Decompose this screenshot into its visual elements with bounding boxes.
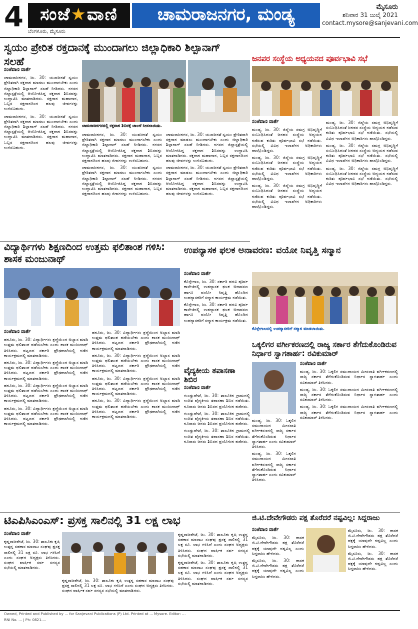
page-number: 4 xyxy=(4,0,24,33)
article-text: ಹನೂರು, ಜು. 30: ವಿದ್ಯಾರ್ಥಿಗಳು ಶ್ರದ್ಧೆಯಿಂದ ಅಭ್ಯಾಸ ಮಾಡಿ ಉತ್ತಮ ಫಲಿತಾಂಶ ಪಡೆಯಬೇಕು ಎಂದು ಶಾಸಕ ಮಂಜುನಾಥ್ ತಿಳಿಸಿದರು. ಪಟ್ಟಣದ ಸರ್ಕಾರಿ ಪ್ರೌಢಶಾಲೆಯಲ್ಲಿ ನಡೆದ ಕಾರ್ಯಕ್ರಮದಲ್ಲಿ ಮಾತನಾಡಿದರು. xyxy=(92,375,180,397)
article-gt-devegowda-col1 xyxy=(252,528,304,608)
article-text: ಚಾಮರಾಜನಗರ, ಜು. 30: ಯುವಜನತೆ ಸ್ವಯಂ ಪ್ರೇರಿತರಾಗಿ ರಕ್ತದಾನ ಮಾಡಲು ಮುಂದಾಗಬೇಕು ಎಂದು ಜಿಲ್ಲಾಧಿಕಾರಿ ಶಿಲ್ಪಾನಾಗ್ ಸಲಹೆ ನೀಡಿದರು. ನಗರದ ಜಿಲ್ಲಾಸ್ಪತ್ರೆಯಲ್ಲಿ ಆಯೋಜಿಸಿದ್ದ ರಕ್ತದಾನ ಶಿಬಿರವನ್ನು ಉದ್ಘಾಟಿಸಿ ಮಾತನಾಡಿದರು. ರಕ್ತದಾನ ಮಹಾದಾನ, ಒಬ್ಬರ ರಕ್ತದಾನದಿಂದ ಹಲವು ಜೀವಗಳನ್ನು ಉಳಿಸಬಹುದು. xyxy=(166,165,248,197)
article-students-col1 xyxy=(4,330,88,510)
article-text: ಮೈಸೂರು, ಜು. 30: ಶಾಸಕ ಜಿ.ಟಿ.ದೇವೇಗೌಡರು ಪಕ್ಷ ತೊರೆದರೆ ಪಕ್ಷಕ್ಕೆ ಯಾವುದೇ ನಷ್ಟವಿಲ್ಲ ಎಂದು ಸಿದ್ದರಾಜು ಹೇಳಿದರು. xyxy=(252,535,304,556)
edition-cities: ಬೆಂಗಳೂರು, ಮೈಸೂರು xyxy=(28,29,66,35)
contact-email: contact.mysore@sanjevani.com xyxy=(322,20,418,27)
article-text: ಮಂಡ್ಯ, ಜು. 30: ಒಕ್ಕಲಿಗ ಸಮುದಾಯದ ಮೀಸಲಾತಿ ವರ್ಗೀಕರಣದಲ್ಲಿ ರಾಜ್ಯ ಸರ್ಕಾರ ತೆಗೆದುಕೊಂಡಿರುವ ನಿರ್ಧಾರ ಸ್ವಾಗತಾರ್ಹ ಎಂದು ರವಿಕುಮಾರ್ ತಿಳಿಸಿದರು. xyxy=(300,404,398,420)
article-text: ಮಂಡ್ಯ, ಜು. 30: ಜಿಲ್ಲೆಯ ಸಮಗ್ರ ಅಭಿವೃದ್ಧಿಗೆ ಸಂಬಂಧಿಸಿದಂತೆ ಜನಪರ ಸಂಸ್ಥೆಯ ಅಧ್ಯಯನ ನಡೆಸುವ ಕುರಿತು ಪೂರ್ವಭಾವಿ ಸಭೆ ನಡೆಯಿತು. ಸಭೆಯಲ್ಲಿ ವಿವಿಧ ಇಲಾಖೆಗಳ ಅಧಿಕಾರಿಗಳು ಪಾಲ್ಗೊಂಡಿದ್ದರು. xyxy=(326,120,398,141)
article-public-study-col2 xyxy=(326,120,398,240)
headline-tapcms: ಟಿಎಪಿಸಿಎಂಎಸ್: ಪ್ರಸಕ್ತ ಸಾಲಿನಲ್ಲಿ 31 ಲಕ್ಷ ಲಾಭ xyxy=(4,514,181,527)
article-vokkaliga-col2 xyxy=(252,418,296,510)
photo-public-study xyxy=(252,66,398,116)
star-icon: ★ xyxy=(70,5,87,25)
caption-lecturer-felicitation: ಕೊಳ್ಳೇಗಾಲದಲ್ಲಿ ಉಪನ್ಯಾಸಕರಿಗೆ ಸನ್ಮಾನ ಮಾಡಲಾಯಿತು. xyxy=(252,326,325,331)
footer-imprint: Owned, Printed and Published by ... for Sanjevani Publications (P) Ltd. Printed at ... Mysore. Editor: ... xyxy=(4,612,186,616)
headline-students: ವಿದ್ಯಾರ್ಥಿಗಳು ಶಿಕ್ಷಣದಿಂದ ಉತ್ತಮ ಫಲಿತಾಂಶ ಗಳಿಸಿ: ಶಾಸಕ ಮಂಜುನಾಥ್ xyxy=(4,242,165,265)
article-blood-donation-col3 xyxy=(166,132,248,236)
article-text: ಚಾಮರಾಜನಗರ, ಜು. 30: ಯುವಜನತೆ ಸ್ವಯಂ ಪ್ರೇರಿತರಾಗಿ ರಕ್ತದಾನ ಮಾಡಲು ಮುಂದಾಗಬೇಕು ಎಂದು ಜಿಲ್ಲಾಧಿಕಾರಿ ಶಿಲ್ಪಾನಾಗ್ ಸಲಹೆ ನೀಡಿದರು. ನಗರದ ಜಿಲ್ಲಾಸ್ಪತ್ರೆಯಲ್ಲಿ ಆಯೋಜಿಸಿದ್ದ ರಕ್ತದಾನ ಶಿಬಿರವನ್ನು ಉದ್ಘಾಟಿಸಿ ಮಾತನಾಡಿದರು. ರಕ್ತದಾನ ಮಹಾದಾನ, ಒಬ್ಬರ ರಕ್ತದಾನದಿಂದ ಹಲವು ಜೀವಗಳನ್ನು ಉಳಿಸಬಹುದು. xyxy=(4,75,78,112)
article-text: ಹನೂರು, ಜು. 30: ವಿದ್ಯಾರ್ಥಿಗಳು ಶ್ರದ್ಧೆಯಿಂದ ಅಭ್ಯಾಸ ಮಾಡಿ ಉತ್ತಮ ಫಲಿತಾಂಶ ಪಡೆಯಬೇಕು ಎಂದು ಶಾಸಕ ಮಂಜುನಾಥ್ ತಿಳಿಸಿದರು. ಪಟ್ಟಣದ ಸರ್ಕಾರಿ ಪ್ರೌಢಶಾಲೆಯಲ್ಲಿ ನಡೆದ ಕಾರ್ಯಕ್ರಮದಲ್ಲಿ ಮಾತನಾಡಿದರು. xyxy=(4,382,88,404)
article-tapcms-col2 xyxy=(62,578,174,608)
article-text: ಚಾಮರಾಜನಗರ, ಜು. 30: ಯುವಜನತೆ ಸ್ವಯಂ ಪ್ರೇರಿತರಾಗಿ ರಕ್ತದಾನ ಮಾಡಲು ಮುಂದಾಗಬೇಕು ಎಂದು ಜಿಲ್ಲಾಧಿಕಾರಿ ಶಿಲ್ಪಾನಾಗ್ ಸಲಹೆ ನೀಡಿದರು. ನಗರದ ಜಿಲ್ಲಾಸ್ಪತ್ರೆಯಲ್ಲಿ ಆಯೋಜಿಸಿದ್ದ ರಕ್ತದಾನ ಶಿಬಿರವನ್ನು ಉದ್ಘಾಟಿಸಿ ಮಾತನಾಡಿದರು. ರಕ್ತದಾನ ಮಹಾದಾನ, ಒಬ್ಬರ ರಕ್ತದಾನದಿಂದ ಹಲವು ಜೀವಗಳನ್ನು ಉಳಿಸಬಹುದು. xyxy=(82,165,162,197)
dateline: ಸಂಜೆವಾಣಿ ವಾರ್ತೆ xyxy=(184,386,211,391)
article-text: ಕೃಷ್ಣರಾಜಪೇಟೆ, ಜು. 30: ತಾಲೂಕು ಕೃಷಿ ಉತ್ಪನ್ನ ಸಹಕಾರ ಮಾರಾಟ ಸಂಘವು ಪ್ರಸಕ್ತ ಸಾಲಿನಲ್ಲಿ 31 ಲಕ್ಷ ರೂ. ಲಾಭ ಗಳಿಸಿದೆ ಎಂದು ಸಂಘದ ಅಧ್ಯಕ್ಷರು ತಿಳಿಸಿದರು. ಸಂಘದ ವಾರ್ಷಿಕ ಸರ್ವ ಸದಸ್ಯರ ಸಭೆಯಲ್ಲಿ ಮಾತನಾಡಿದರು. xyxy=(178,532,248,558)
article-text: ಗುಂಡ್ಲುಪೇಟೆ, ಜು. 30: ತಾಲೂಕಿನ ಗ್ರಾಮದಲ್ಲಿ ಉಚಿತ ವೈದ್ಯಕೀಯ ತಪಾಸಣಾ ಶಿಬಿರ ನಡೆಯಿತು. ನೂರಾರು ಜನರು ಶಿಬಿರದ ಪ್ರಯೋಜನ ಪಡೆದರು. xyxy=(184,393,250,409)
photo-tapcms xyxy=(62,532,174,574)
article-text: ಕೃಷ್ಣರಾಜಪೇಟೆ, ಜು. 30: ತಾಲೂಕು ಕೃಷಿ ಉತ್ಪನ್ನ ಸಹಕಾರ ಮಾರಾಟ ಸಂಘವು ಪ್ರಸಕ್ತ ಸಾಲಿನಲ್ಲಿ 31 ಲಕ್ಷ ರೂ. ಲಾಭ ಗಳಿಸಿದೆ ಎಂದು ಸಂಘದ ಅಧ್ಯಕ್ಷರು ತಿಳಿಸಿದರು. ಸಂಘದ ವಾರ್ಷಿಕ ಸರ್ವ ಸದಸ್ಯರ ಸಭೆಯಲ್ಲಿ ಮಾತನಾಡಿದರು. xyxy=(4,539,60,571)
article-text: ಚಾಮರಾಜನಗರ, ಜು. 30: ಯುವಜನತೆ ಸ್ವಯಂ ಪ್ರೇರಿತರಾಗಿ ರಕ್ತದಾನ ಮಾಡಲು ಮುಂದಾಗಬೇಕು ಎಂದು ಜಿಲ್ಲಾಧಿಕಾರಿ ಶಿಲ್ಪಾನಾಗ್ ಸಲಹೆ ನೀಡಿದರು. ನಗರದ ಜಿಲ್ಲಾಸ್ಪತ್ರೆಯಲ್ಲಿ ಆಯೋಜಿಸಿದ್ದ ರಕ್ತದಾನ ಶಿಬಿರವನ್ನು ಉದ್ಘಾಟಿಸಿ ಮಾತನಾಡಿದರು. ರಕ್ತದಾನ ಮಹಾದಾನ, ಒಬ್ಬರ ರಕ್ತದಾನದಿಂದ ಹಲವು ಜೀವಗಳನ್ನು ಉಳಿಸಬಹುದು. xyxy=(166,132,248,164)
article-blood-donation-col1 xyxy=(4,68,78,238)
article-vokkaliga-col1 xyxy=(300,362,398,510)
article-text: ಗುಂಡ್ಲುಪೇಟೆ, ಜು. 30: ತಾಲೂಕಿನ ಗ್ರಾಮದಲ್ಲಿ ಉಚಿತ ವೈದ್ಯಕೀಯ ತಪಾಸಣಾ ಶಿಬಿರ ನಡೆಯಿತು. ನೂರಾರು ಜನರು ಶಿಬಿರದ ಪ್ರಯೋಜನ ಪಡೆದರು. xyxy=(184,428,250,444)
headline-vokkaliga: ಒಕ್ಕಲಿಗರ ವರ್ಗೀಕರಣದಲ್ಲಿ ರಾಜ್ಯ ಸರ್ಕಾರ ತೆಗೆದುಕೊಂಡಿರುವ ನಿರ್ಧಾರ ಸ್ವಾಗತಾರ್ಹ: ರವಿಕುಮಾರ್ xyxy=(252,340,397,358)
article-tapcms-col1 xyxy=(4,532,60,608)
photo-siddaraju xyxy=(306,528,346,572)
article-text: ಮಂಡ್ಯ, ಜು. 30: ಜಿಲ್ಲೆಯ ಸಮಗ್ರ ಅಭಿವೃದ್ಧಿಗೆ ಸಂಬಂಧಿಸಿದಂತೆ ಜನಪರ ಸಂಸ್ಥೆಯ ಅಧ್ಯಯನ ನಡೆಸುವ ಕುರಿತು ಪೂರ್ವಭಾವಿ ಸಭೆ ನಡೆಯಿತು. ಸಭೆಯಲ್ಲಿ ವಿವಿಧ ಇಲಾಖೆಗಳ ಅಧಿಕಾರಿಗಳು ಪಾಲ್ಗೊಂಡಿದ್ದರು. xyxy=(326,142,398,164)
footer-registration: RNI No. ... | Ph: 0821-... xyxy=(4,618,47,622)
article-text: ಮೈಸೂರು, ಜು. 30: ಶಾಸಕ ಜಿ.ಟಿ.ದೇವೇಗೌಡರು ಪಕ್ಷ ತೊರೆದರೆ ಪಕ್ಷಕ್ಕೆ ಯಾವುದೇ ನಷ್ಟವಿಲ್ಲ ಎಂದು ಸಿದ್ದರಾಜು ಹೇಳಿದರು. xyxy=(348,550,398,572)
dateline: ಸಂಜೆವಾಣಿ ವಾರ್ತೆ xyxy=(300,362,327,367)
article-text: ಮಂಡ್ಯ, ಜು. 30: ಜಿಲ್ಲೆಯ ಸಮಗ್ರ ಅಭಿವೃದ್ಧಿಗೆ ಸಂಬಂಧಿಸಿದಂತೆ ಜನಪರ ಸಂಸ್ಥೆಯ ಅಧ್ಯಯನ ನಡೆಸುವ ಕುರಿತು ಪೂರ್ವಭಾವಿ ಸಭೆ ನಡೆಯಿತು. ಸಭೆಯಲ್ಲಿ ವಿವಿಧ ಇಲಾಖೆಗಳ ಅಧಿಕಾರಿಗಳು ಪಾಲ್ಗೊಂಡಿದ್ದರು. xyxy=(252,183,322,210)
caption-blood-donation: ಚಾಮರಾಜನಗರದಲ್ಲಿ ರಕ್ತದಾನ ಶಿಬಿರಕ್ಕೆ ಚಾಲನೆ ನೀಡಲಾಯಿತು. xyxy=(82,123,162,128)
article-text: ಮಂಡ್ಯ, ಜು. 30: ಜಿಲ್ಲೆಯ ಸಮಗ್ರ ಅಭಿವೃದ್ಧಿಗೆ ಸಂಬಂಧಿಸಿದಂತೆ ಜನಪರ ಸಂಸ್ಥೆಯ ಅಧ್ಯಯನ ನಡೆಸುವ ಕುರಿತು ಪೂರ್ವಭಾವಿ ಸಭೆ ನಡೆಯಿತು. ಸಭೆಯಲ್ಲಿ ವಿವಿಧ ಇಲಾಖೆಗಳ ಅಧಿಕಾರಿಗಳು ಪಾಲ್ಗೊಂಡಿದ್ದರು. xyxy=(326,165,398,187)
article-text: ಹನೂರು, ಜು. 30: ವಿದ್ಯಾರ್ಥಿಗಳು ಶ್ರದ್ಧೆಯಿಂದ ಅಭ್ಯಾಸ ಮಾಡಿ ಉತ್ತಮ ಫಲಿತಾಂಶ ಪಡೆಯಬೇಕು ಎಂದು ಶಾಸಕ ಮಂಜುನಾಥ್ ತಿಳಿಸಿದರು. ಪಟ್ಟಣದ ಸರ್ಕಾರಿ ಪ್ರೌಢಶಾಲೆಯಲ್ಲಿ ನಡೆದ ಕಾರ್ಯಕ್ರಮದಲ್ಲಿ ಮಾತನಾಡಿದರು. xyxy=(92,398,180,420)
article-text: ಹನೂರು, ಜು. 30: ವಿದ್ಯಾರ್ಥಿಗಳು ಶ್ರದ್ಧೆಯಿಂದ ಅಭ್ಯಾಸ ಮಾಡಿ ಉತ್ತಮ ಫಲಿತಾಂಶ ಪಡೆಯಬೇಕು ಎಂದು ಶಾಸಕ ಮಂಜುನಾಥ್ ತಿಳಿಸಿದರು. ಪಟ್ಟಣದ ಸರ್ಕಾರಿ ಪ್ರೌಢಶಾಲೆಯಲ್ಲಿ ನಡೆದ ಕಾರ್ಯಕ್ರಮದಲ್ಲಿ ಮಾತನಾಡಿದರು. xyxy=(92,352,180,374)
article-text: ಹನೂರು, ಜು. 30: ವಿದ್ಯಾರ್ಥಿಗಳು ಶ್ರದ್ಧೆಯಿಂದ ಅಭ್ಯಾಸ ಮಾಡಿ ಉತ್ತಮ ಫಲಿತಾಂಶ ಪಡೆಯಬೇಕು ಎಂದು ಶಾಸಕ ಮಂಜುನಾಥ್ ತಿಳಿಸಿದರು. ಪಟ್ಟಣದ ಸರ್ಕಾರಿ ಪ್ರೌಢಶಾಲೆಯಲ್ಲಿ ನಡೆದ ಕಾರ್ಯಕ್ರಮದಲ್ಲಿ ಮಾತನಾಡಿದರು. xyxy=(4,405,88,427)
article-text: ಮೈಸೂರು, ಜು. 30: ಶಾಸಕ ಜಿ.ಟಿ.ದೇವೇಗೌಡರು ಪಕ್ಷ ತೊರೆದರೆ ಪಕ್ಷಕ್ಕೆ ಯಾವುದೇ ನಷ್ಟವಿಲ್ಲ ಎಂದು ಸಿದ್ದರಾಜು ಹೇಳಿದರು. xyxy=(348,528,398,549)
photo-lecturer-felicitation xyxy=(252,272,398,324)
article-medical-camp xyxy=(184,386,250,510)
headline-gt-devegowda: ಜಿ.ಟಿ.ದೇವೇಗೌಡರು ಪಕ್ಷ ತೊರೆದರೆ ನಷ್ಟವಿಲ್ಲ: ಸಿದ್ದರಾಜು xyxy=(252,514,380,522)
date-box xyxy=(322,3,418,28)
article-text: ಮಂಡ್ಯ, ಜು. 30: ಒಕ್ಕಲಿಗ ಸಮುದಾಯದ ಮೀಸಲಾತಿ ವರ್ಗೀಕರಣದಲ್ಲಿ ರಾಜ್ಯ ಸರ್ಕಾರ ತೆಗೆದುಕೊಂಡಿರುವ ನಿರ್ಧಾರ ಸ್ವಾಗತಾರ್ಹ ಎಂದು ರವಿಕುಮಾರ್ ತಿಳಿಸಿದರು. xyxy=(300,369,398,385)
article-text: ಮಂಡ್ಯ, ಜು. 30: ಜಿಲ್ಲೆಯ ಸಮಗ್ರ ಅಭಿವೃದ್ಧಿಗೆ ಸಂಬಂಧಿಸಿದಂತೆ ಜನಪರ ಸಂಸ್ಥೆಯ ಅಧ್ಯಯನ ನಡೆಸುವ ಕುರಿತು ಪೂರ್ವಭಾವಿ ಸಭೆ ನಡೆಯಿತು. ಸಭೆಯಲ್ಲಿ ವಿವಿಧ ಇಲಾಖೆಗಳ ಅಧಿಕಾರಿಗಳು ಪಾಲ್ಗೊಂಡಿದ್ದರು. xyxy=(252,127,322,154)
dateline: ಸಂಜೆವಾಣಿ ವಾರ್ತೆ xyxy=(4,532,31,537)
dateline: ಸಂಜೆವಾಣಿ ವಾರ್ತೆ xyxy=(4,68,31,73)
dateline: ಸಂಜೆವಾಣಿ ವಾರ್ತೆ xyxy=(252,528,279,533)
photo-blood-donation xyxy=(82,60,186,122)
article-text: ಮಂಡ್ಯ, ಜು. 30: ಜಿಲ್ಲೆಯ ಸಮಗ್ರ ಅಭಿವೃದ್ಧಿಗೆ ಸಂಬಂಧಿಸಿದಂತೆ ಜನಪರ ಸಂಸ್ಥೆಯ ಅಧ್ಯಯನ ನಡೆಸುವ ಕುರಿತು ಪೂರ್ವಭಾವಿ ಸಭೆ ನಡೆಯಿತು. ಸಭೆಯಲ್ಲಿ ವಿವಿಧ ಇಲಾಖೆಗಳ ಅಧಿಕಾರಿಗಳು ಪಾಲ್ಗೊಂಡಿದ್ದರು. xyxy=(252,155,322,182)
article-text: ಮಂಡ್ಯ, ಜು. 30: ಒಕ್ಕಲಿಗ ಸಮುದಾಯದ ಮೀಸಲಾತಿ ವರ್ಗೀಕರಣದಲ್ಲಿ ರಾಜ್ಯ ಸರ್ಕಾರ ತೆಗೆದುಕೊಂಡಿರುವ ನಿರ್ಧಾರ ಸ್ವಾಗತಾರ್ಹ ಎಂದು ರವಿಕುಮಾರ್ ತಿಳಿಸಿದರು. xyxy=(252,418,296,450)
article-text: ಮಂಡ್ಯ, ಜು. 30: ಒಕ್ಕಲಿಗ ಸಮುದಾಯದ ಮೀಸಲಾತಿ ವರ್ಗೀಕರಣದಲ್ಲಿ ರಾಜ್ಯ ಸರ್ಕಾರ ತೆಗೆದುಕೊಂಡಿರುವ ನಿರ್ಧಾರ ಸ್ವಾಗತಾರ್ಹ ಎಂದು ರವಿಕುಮಾರ್ ತಿಳಿಸಿದರು. xyxy=(252,451,296,483)
article-text: ಹನೂರು, ಜು. 30: ವಿದ್ಯಾರ್ಥಿಗಳು ಶ್ರದ್ಧೆಯಿಂದ ಅಭ್ಯಾಸ ಮಾಡಿ ಉತ್ತಮ ಫಲಿತಾಂಶ ಪಡೆಯಬೇಕು ಎಂದು ಶಾಸಕ ಮಂಜುನಾಥ್ ತಿಳಿಸಿದರು. ಪಟ್ಟಣದ ಸರ್ಕಾರಿ ಪ್ರೌಢಶಾಲೆಯಲ್ಲಿ ನಡೆದ ಕಾರ್ಯಕ್ರಮದಲ್ಲಿ ಮಾತನಾಡಿದರು. xyxy=(4,360,88,381)
issue-date: ಶನಿವಾರ 31 ಜುಲೈ 2021 xyxy=(342,12,398,19)
edition-title: ಚಾಮರಾಜನಗರ, ಮಂಡ್ಯ xyxy=(132,3,320,28)
article-tapcms-col3 xyxy=(178,532,248,608)
article-text: ಕೊಳ್ಳೇಗಾಲ, ಜು. 30: ಸರ್ಕಾರಿ ಪದವಿ ಪೂರ್ವ ಕಾಲೇಜಿನಲ್ಲಿ ಉಪನ್ಯಾಸಕ ಫಲಕ ಅನಾವರಣ ಹಾಗೂ ವಯೋ ನಿವೃತ್ತಿ ಹೊಂದಿದ ಉಪನ್ಯಾಸಕರಿಗೆ ಸನ್ಮಾನ ಕಾರ್ಯಕ್ರಮ ನಡೆಯಿತು. xyxy=(184,279,248,300)
article-text: ಚಾಮರಾಜನಗರ, ಜು. 30: ಯುವಜನತೆ ಸ್ವಯಂ ಪ್ರೇರಿತರಾಗಿ ರಕ್ತದಾನ ಮಾಡಲು ಮುಂದಾಗಬೇಕು ಎಂದು ಜಿಲ್ಲಾಧಿಕಾರಿ ಶಿಲ್ಪಾನಾಗ್ ಸಲಹೆ ನೀಡಿದರು. ನಗರದ ಜಿಲ್ಲಾಸ್ಪತ್ರೆಯಲ್ಲಿ ಆಯೋಜಿಸಿದ್ದ ರಕ್ತದಾನ ಶಿಬಿರವನ್ನು ಉದ್ಘಾಟಿಸಿ ಮಾತನಾಡಿದರು. ರಕ್ತದಾನ ಮಹಾದಾನ, ಒಬ್ಬರ ರಕ್ತದಾನದಿಂದ ಹಲವು ಜೀವಗಳನ್ನು ಉಳಿಸಬಹುದು. xyxy=(4,113,78,150)
article-text: ಗುಂಡ್ಲುಪೇಟೆ, ಜು. 30: ತಾಲೂಕಿನ ಗ್ರಾಮದಲ್ಲಿ ಉಚಿತ ವೈದ್ಯಕೀಯ ತಪಾಸಣಾ ಶಿಬಿರ ನಡೆಯಿತು. ನೂರಾರು ಜನರು ಶಿಬಿರದ ಪ್ರಯೋಜನ ಪಡೆದರು. xyxy=(184,410,250,427)
footer-rule xyxy=(0,610,400,611)
headline-public-study: ಜನಪರ ಸಂಸ್ಥೆಯ ಅಧ್ಯಯನದ ಪೂರ್ವಭಾವಿ ಸಭೆ xyxy=(252,54,368,63)
article-text: ಚಾಮರಾಜನಗರ, ಜು. 30: ಯುವಜನತೆ ಸ್ವಯಂ ಪ್ರೇರಿತರಾಗಿ ರಕ್ತದಾನ ಮಾಡಲು ಮುಂದಾಗಬೇಕು ಎಂದು ಜಿಲ್ಲಾಧಿಕಾರಿ ಶಿಲ್ಪಾನಾಗ್ ಸಲಹೆ ನೀಡಿದರು. ನಗರದ ಜಿಲ್ಲಾಸ್ಪತ್ರೆಯಲ್ಲಿ ಆಯೋಜಿಸಿದ್ದ ರಕ್ತದಾನ ಶಿಬಿರವನ್ನು ಉದ್ಘಾಟಿಸಿ ಮಾತನಾಡಿದರು. ರಕ್ತದಾನ ಮಹಾದಾನ, ಒಬ್ಬರ ರಕ್ತದಾನದಿಂದ ಹಲವು ಜೀವಗಳನ್ನು ಉಳಿಸಬಹುದು. xyxy=(82,132,162,164)
article-text: ಮಂಡ್ಯ, ಜು. 30: ಒಕ್ಕಲಿಗ ಸಮುದಾಯದ ಮೀಸಲಾತಿ ವರ್ಗೀಕರಣದಲ್ಲಿ ರಾಜ್ಯ ಸರ್ಕಾರ ತೆಗೆದುಕೊಂಡಿರುವ ನಿರ್ಧಾರ ಸ್ವಾಗತಾರ್ಹ ಎಂದು ರವಿಕುಮಾರ್ ತಿಳಿಸಿದರು. xyxy=(300,386,398,403)
dateline: ಸಂಜೆವಾಣಿ ವಾರ್ತೆ xyxy=(184,272,211,277)
headline-lecturer-felicitation: ಉಪನ್ಯಾಸಕ ಫಲಕ ಅನಾವರಣ: ವಯೋ ನಿವೃತ್ತಿ ಸನ್ಮಾನ xyxy=(184,246,341,256)
article-text: ಕೃಷ್ಣರಾಜಪೇಟೆ, ಜು. 30: ತಾಲೂಕು ಕೃಷಿ ಉತ್ಪನ್ನ ಸಹಕಾರ ಮಾರಾಟ ಸಂಘವು ಪ್ರಸಕ್ತ ಸಾಲಿನಲ್ಲಿ 31 ಲಕ್ಷ ರೂ. ಲಾಭ ಗಳಿಸಿದೆ ಎಂದು ಸಂಘದ ಅಧ್ಯಕ್ಷರು ತಿಳಿಸಿದರು. ಸಂಘದ ವಾರ್ಷಿಕ ಸರ್ವ ಸದಸ್ಯರ ಸಭೆಯಲ್ಲಿ ಮಾತನಾಡಿದರು. xyxy=(62,578,174,594)
article-text: ಹನೂರು, ಜು. 30: ವಿದ್ಯಾರ್ಥಿಗಳು ಶ್ರದ್ಧೆಯಿಂದ ಅಭ್ಯಾಸ ಮಾಡಿ ಉತ್ತಮ ಫಲಿತಾಂಶ ಪಡೆಯಬೇಕು ಎಂದು ಶಾಸಕ ಮಂಜುನಾಥ್ ತಿಳಿಸಿದರು. ಪಟ್ಟಣದ ಸರ್ಕಾರಿ ಪ್ರೌಢಶಾಲೆಯಲ್ಲಿ ನಡೆದ ಕಾರ್ಯಕ್ರಮದಲ್ಲಿ ಮಾತನಾಡಿದರು. xyxy=(92,330,180,351)
dateline: ಸಂಜೆವಾಣಿ ವಾರ್ತೆ xyxy=(252,120,279,125)
masthead-rule xyxy=(0,37,400,38)
article-text: ಕೃಷ್ಣರಾಜಪೇಟೆ, ಜು. 30: ತಾಲೂಕು ಕೃಷಿ ಉತ್ಪನ್ನ ಸಹಕಾರ ಮಾರಾಟ ಸಂಘವು ಪ್ರಸಕ್ತ ಸಾಲಿನಲ್ಲಿ 31 ಲಕ್ಷ ರೂ. ಲಾಭ ಗಳಿಸಿದೆ ಎಂದು ಸಂಘದ ಅಧ್ಯಕ್ಷರು ತಿಳಿಸಿದರು. ಸಂಘದ ವಾರ್ಷಿಕ ಸರ್ವ ಸದಸ್ಯರ ಸಭೆಯಲ್ಲಿ ಮಾತನಾಡಿದರು. xyxy=(178,560,248,586)
city-name: ಮೈಸೂರು xyxy=(376,3,398,11)
article-students-col2 xyxy=(92,330,180,510)
headline-medical-camp: ವೈದ್ಯಕೀಯ ತಪಾಸಣಾ ಶಿಬಿರ xyxy=(184,366,236,384)
newspaper-logo: ಸಂಜೆ★ವಾಣಿ xyxy=(28,3,130,28)
headline-blood-donation: ಸ್ವಯಂ ಪ್ರೇರಿತ ರಕ್ತದಾನಕ್ಕೆ ಮುಂದಾಗಲು ಜಿಲ್ಲಾಧಿಕಾರಿ ಶಿಲ್ಪಾನಾಗ್ ಸಲಹೆ xyxy=(4,42,221,68)
photo-students xyxy=(4,268,180,326)
article-text: ಕೊಳ್ಳೇಗಾಲ, ಜು. 30: ಸರ್ಕಾರಿ ಪದವಿ ಪೂರ್ವ ಕಾಲೇಜಿನಲ್ಲಿ ಉಪನ್ಯಾಸಕ ಫಲಕ ಅನಾವರಣ ಹಾಗೂ ವಯೋ ನಿವೃತ್ತಿ ಹೊಂದಿದ ಉಪನ್ಯಾಸಕರಿಗೆ ಸನ್ಮಾನ ಕಾರ್ಯಕ್ರಮ ನಡೆಯಿತು. xyxy=(184,302,248,323)
article-public-study-col1 xyxy=(252,120,322,240)
article-gt-devegowda-col2 xyxy=(348,528,398,608)
photo-blood-donation-2 xyxy=(188,60,250,122)
section-divider xyxy=(0,512,400,513)
article-text: ಹನೂರು, ಜು. 30: ವಿದ್ಯಾರ್ಥಿಗಳು ಶ್ರದ್ಧೆಯಿಂದ ಅಭ್ಯಾಸ ಮಾಡಿ ಉತ್ತಮ ಫಲಿತಾಂಶ ಪಡೆಯಬೇಕು ಎಂದು ಶಾಸಕ ಮಂಜುನಾಥ್ ತಿಳಿಸಿದರು. ಪಟ್ಟಣದ ಸರ್ಕಾರಿ ಪ್ರೌಢಶಾಲೆಯಲ್ಲಿ ನಡೆದ ಕಾರ್ಯಕ್ರಮದಲ್ಲಿ ಮಾತನಾಡಿದರು. xyxy=(4,337,88,358)
dateline: ಸಂಜೆವಾಣಿ ವಾರ್ತೆ xyxy=(4,330,31,335)
article-lecturer-col1 xyxy=(184,272,248,362)
photo-ravikumar xyxy=(252,362,296,414)
article-blood-donation-col2 xyxy=(82,132,162,236)
article-text: ಮೈಸೂರು, ಜು. 30: ಶಾಸಕ ಜಿ.ಟಿ.ದೇವೇಗೌಡರು ಪಕ್ಷ ತೊರೆದರೆ ಪಕ್ಷಕ್ಕೆ ಯಾವುದೇ ನಷ್ಟವಿಲ್ಲ ಎಂದು ಸಿದ್ದರಾಜು ಹೇಳಿದರು. xyxy=(252,558,304,579)
